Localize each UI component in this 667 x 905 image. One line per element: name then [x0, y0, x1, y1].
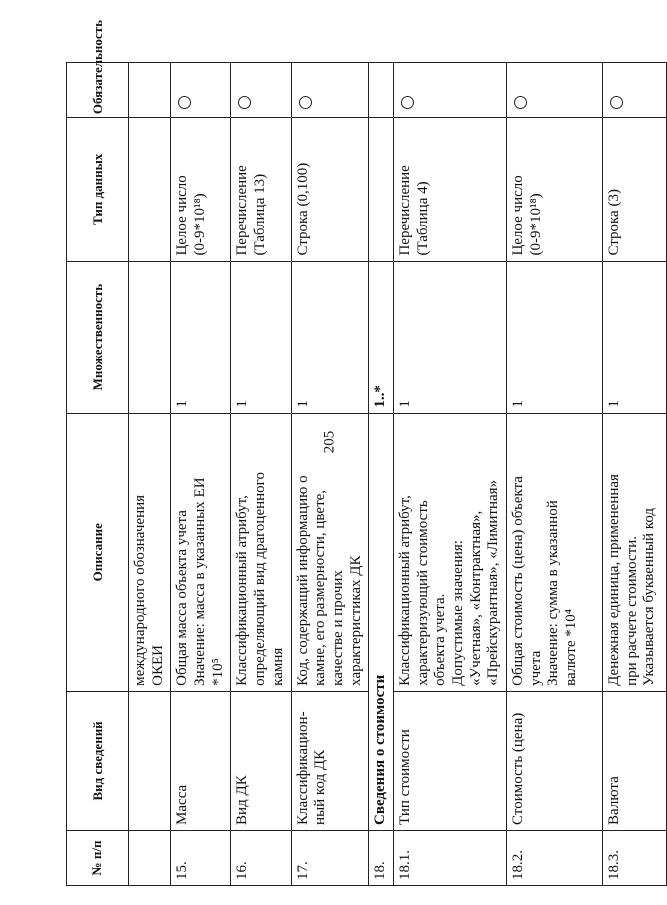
header-multiplicity: Множественность — [67, 261, 129, 413]
rotated-table-wrapper — [66, 20, 658, 886]
row-kind: Валюта — [603, 691, 667, 830]
row-number: 17. — [291, 830, 369, 885]
row-data-type — [603, 118, 667, 261]
description-line: определяющий вид драгоценного — [252, 472, 269, 686]
section-title: Сведения о стоимости — [369, 413, 394, 830]
description-line: характеристиках ДК — [347, 555, 364, 686]
row-multiplicity: 1..* — [369, 261, 394, 413]
description-line: международного обозначения — [132, 494, 148, 686]
row-number: 18.2. — [507, 830, 603, 885]
row-required — [507, 63, 603, 118]
table-row — [231, 63, 291, 886]
row-description — [603, 413, 667, 691]
row-number: 15. — [171, 830, 231, 885]
description-line: *10⁵ — [209, 658, 226, 686]
row-description — [291, 413, 369, 691]
row-multiplicity: 1 — [393, 261, 506, 413]
row-multiplicity: 1 — [507, 261, 603, 413]
row-data-type — [129, 118, 171, 261]
row-number: 16. — [231, 830, 291, 885]
header-required: Обязательность — [67, 63, 129, 118]
description-line: Классификационный атрибут, — [234, 495, 251, 686]
row-data-type — [369, 118, 394, 261]
row-required — [369, 63, 394, 118]
row-kind: Тип стоимости — [393, 691, 506, 830]
required-circle-icon — [401, 96, 414, 109]
row-required — [603, 63, 667, 118]
row-description — [171, 413, 231, 691]
description-line: качестве и прочих — [329, 570, 346, 686]
description-line: при расчете стоимости. — [623, 535, 640, 686]
table-row — [369, 63, 394, 886]
table-row — [507, 63, 603, 886]
row-required — [231, 63, 291, 118]
row-multiplicity — [129, 261, 171, 413]
header-description: Описание — [67, 413, 129, 691]
description-line: объекта учета. — [432, 593, 449, 686]
data-type-line: (Таблица 4) — [414, 181, 431, 256]
description-line: валюте *10⁴ — [563, 608, 580, 686]
row-multiplicity: 1 — [171, 261, 231, 413]
description-line: Общая стоимость (цена) объекта — [510, 476, 527, 686]
row-multiplicity: 1 — [603, 261, 667, 413]
description-line: камне, его размерности, цвете, — [312, 489, 329, 686]
description-line: ОКЕИ — [149, 645, 166, 686]
description-line: Код, содержащий информацию о — [294, 475, 311, 686]
table-row — [393, 63, 506, 886]
row-kind: Масса — [171, 691, 231, 830]
required-circle-icon — [514, 96, 527, 109]
row-description — [507, 413, 603, 691]
description-line: Указывается буквенный код — [641, 507, 658, 686]
description-line: «Прейскурантная», «Лимитная» — [485, 479, 502, 686]
description-line: Значение: сумма в указанной — [545, 500, 562, 686]
page-number: 205 — [321, 430, 338, 454]
row-data-type — [171, 118, 231, 261]
description-line: характеризующий стоимость — [414, 500, 431, 686]
description-line: учета — [527, 650, 544, 686]
data-type-line: Перечисление — [234, 165, 251, 256]
row-kind: Вид ДК — [231, 691, 291, 830]
table-header-row — [67, 63, 129, 886]
row-number: 18. — [369, 830, 394, 885]
row-number: 18.3. — [603, 830, 667, 885]
row-multiplicity: 1 — [291, 261, 369, 413]
data-type-line: Строка (3) — [606, 189, 623, 256]
data-type-line: Строка (0,100) — [294, 162, 311, 256]
required-circle-icon — [299, 96, 312, 109]
row-multiplicity: 1 — [231, 261, 291, 413]
required-circle-icon — [238, 96, 251, 109]
row-number — [129, 830, 171, 885]
table-row — [291, 63, 369, 886]
required-circle-icon — [178, 96, 191, 109]
row-required — [291, 63, 369, 118]
data-type-line: (0-9*10¹⁸) — [192, 193, 209, 256]
row-data-type — [291, 118, 369, 261]
row-kind: Стоимость (цена) — [507, 691, 603, 830]
data-type-line: Перечисление — [396, 165, 413, 256]
row-description — [393, 413, 506, 691]
row-data-type — [507, 118, 603, 261]
table-row — [171, 63, 231, 886]
row-data-type — [393, 118, 506, 261]
row-description — [231, 413, 291, 691]
data-type-line: Целое число — [510, 175, 527, 256]
row-kind — [129, 691, 171, 830]
data-type-line: Целое число — [174, 175, 191, 256]
row-kind: Классификацион-ный код ДК — [291, 691, 369, 830]
header-data-type: Тип данных — [67, 118, 129, 261]
header-no: № п/п — [67, 830, 129, 885]
description-line: камня — [269, 647, 286, 686]
row-required — [129, 63, 171, 118]
description-line: Денежная единица, примененная — [606, 474, 623, 686]
row-required — [393, 63, 506, 118]
data-type-line: (Таблица 13) — [252, 173, 269, 256]
table-row — [129, 63, 171, 886]
description-line: Общая масса объекта учета — [174, 510, 191, 686]
row-number: 18.1. — [393, 830, 506, 885]
description-line: Допустимые значения: — [450, 540, 466, 686]
table-row — [603, 63, 667, 886]
description-line: Классификационный атрибут, — [396, 495, 413, 686]
row-required — [171, 63, 231, 118]
attributes-table — [66, 20, 667, 886]
row-description — [129, 413, 171, 691]
header-kind: Вид сведений — [67, 691, 129, 830]
description-line: Значение: масса в указанных ЕИ — [192, 477, 209, 686]
row-data-type — [231, 118, 291, 261]
required-circle-icon — [610, 96, 623, 109]
description-line: «Учетная», «Контрактная», — [467, 510, 484, 686]
data-type-line: (0-9*10¹⁸) — [527, 193, 544, 256]
